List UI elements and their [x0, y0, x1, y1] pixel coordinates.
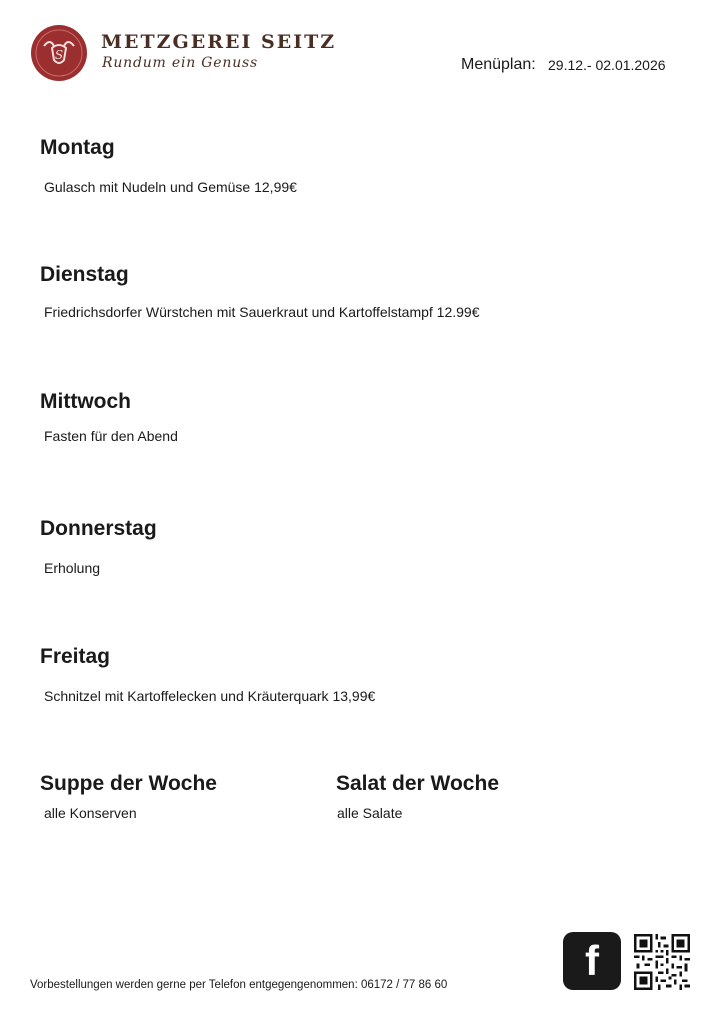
day-title-montag: Montag — [40, 136, 115, 159]
menu-label: Menüplan: — [461, 56, 536, 73]
day-dish-montag: Gulasch mit Nudeln und Gemüse 12,99€ — [44, 179, 297, 195]
preorder-note: Vorbestellungen werden gerne per Telefon entgegengenommen: 06172 / 77 86 60 — [30, 979, 448, 991]
day-title-freitag: Freitag — [40, 645, 111, 668]
soup-dish: alle Konserven — [44, 805, 137, 821]
menu-dates: 29.12.- 02.01.2026 — [548, 57, 666, 73]
day-title-dienstag: Dienstag — [40, 263, 129, 286]
qr-code-icon[interactable] — [634, 934, 690, 990]
day-title-donnerstag: Donnerstag — [40, 517, 157, 540]
facebook-icon[interactable]: f — [563, 932, 621, 990]
day-title-mittwoch: Mittwoch — [40, 390, 131, 413]
brand-name: METZGEREI SEITZ — [101, 31, 337, 53]
day-dish-dienstag: Friedrichsdorfer Würstchen mit Sauerkraut und Kartoffelstampf 12.99€ — [44, 304, 480, 320]
day-dish-mittwoch: Fasten für den Abend — [44, 428, 178, 444]
brand-tagline: Rundum ein Genuss — [102, 55, 258, 71]
logo-seal-icon — [30, 24, 88, 82]
salad-title: Salat der Woche — [336, 772, 499, 795]
svg-text:S: S — [54, 48, 64, 62]
salad-dish: alle Salate — [337, 805, 403, 821]
day-dish-donnerstag: Erholung — [44, 560, 101, 576]
day-dish-freitag: Schnitzel mit Kartoffelecken und Kräuterquark 13,99€ — [44, 688, 376, 704]
soup-title: Suppe der Woche — [40, 772, 217, 795]
